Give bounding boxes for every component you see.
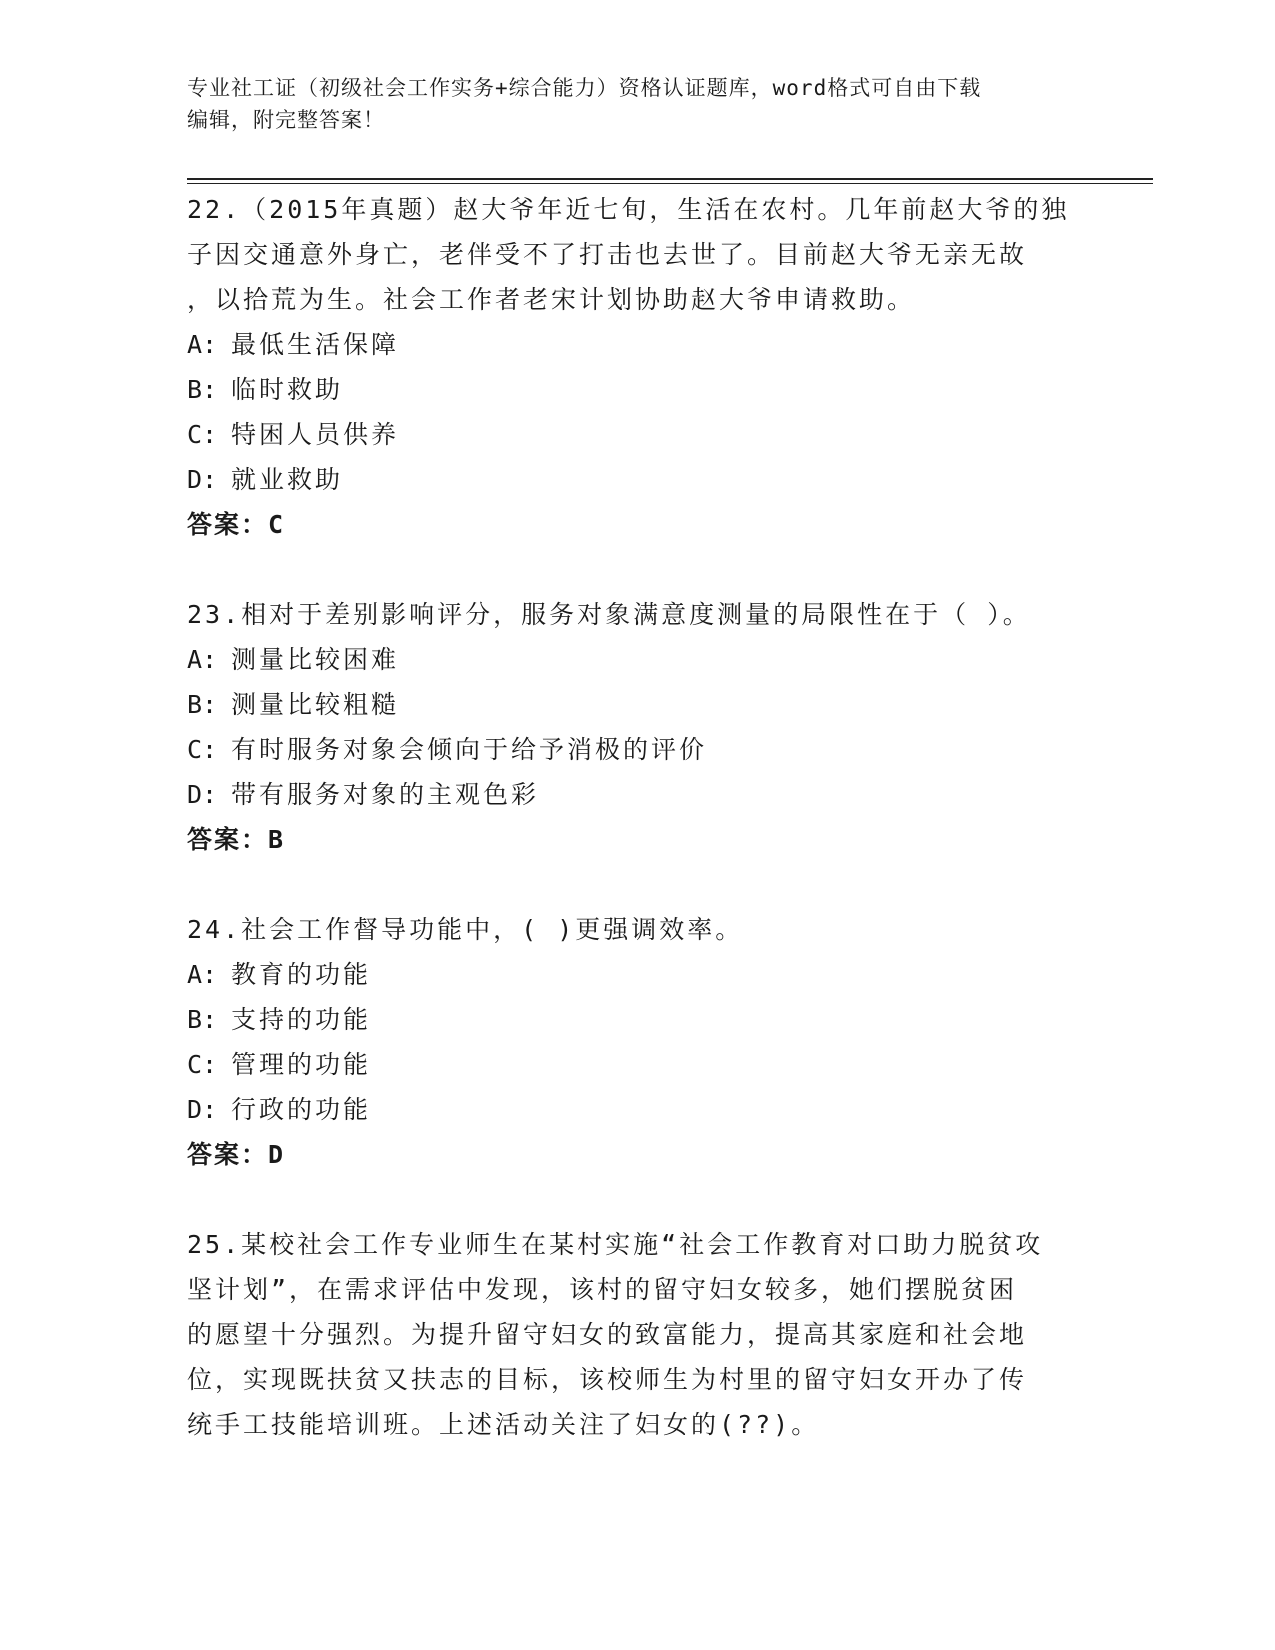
header-line-1: 专业社工证（初级社会工作实务+综合能力）资格认证题库，word格式可自由下载 bbox=[187, 76, 982, 100]
option-letter: A: bbox=[187, 960, 218, 989]
question-24 bbox=[187, 907, 1087, 1222]
option-a bbox=[187, 952, 1087, 997]
question-stem-line: 坚计划”，在需求评估中发现，该村的留守妇女较多，她们摆脱贫困 bbox=[187, 1275, 1018, 1304]
option-letter: C: bbox=[187, 1050, 218, 1079]
question-list bbox=[187, 187, 1087, 1447]
answer-line: 答案：C bbox=[187, 510, 286, 539]
question-stem-line: 的愿望十分强烈。为提升留守妇女的致富能力，提高其家庭和社会地 bbox=[187, 1320, 1028, 1349]
option-letter: A: bbox=[187, 330, 218, 359]
page-header bbox=[187, 72, 1087, 136]
option-letter: D: bbox=[187, 465, 218, 494]
option-d bbox=[187, 772, 1087, 817]
option-c bbox=[187, 412, 1087, 457]
header-divider bbox=[187, 178, 1153, 184]
question-stem-line: 子因交通意外身亡，老伴受不了打击也去世了。目前赵大爷无亲无故 bbox=[187, 240, 1028, 269]
question-spacer bbox=[187, 862, 1087, 907]
option-d bbox=[187, 457, 1087, 502]
option-a bbox=[187, 322, 1087, 367]
header-line-2: 编辑，附完整答案！ bbox=[187, 108, 385, 132]
answer-line: 答案：B bbox=[187, 825, 286, 854]
question-stem-line: 24.社会工作督导功能中，( )更强调效率。 bbox=[187, 915, 744, 944]
answer-line: 答案：D bbox=[187, 1140, 286, 1169]
option-d bbox=[187, 1087, 1087, 1132]
option-text: 最低生活保障 bbox=[231, 330, 400, 359]
option-text: 测量比较困难 bbox=[231, 645, 400, 674]
question-stem-line: 统手工技能培训班。上述活动关注了妇女的(??)。 bbox=[187, 1410, 820, 1439]
question-stem-line: 22.（2015年真题）赵大爷年近七旬，生活在农村。几年前赵大爷的独 bbox=[187, 195, 1070, 224]
question-stem-line: 25.某校社会工作专业师生在某村实施“社会工作教育对口助力脱贫攻 bbox=[187, 1230, 1044, 1259]
option-c bbox=[187, 1042, 1087, 1087]
option-letter: D: bbox=[187, 780, 218, 809]
option-text: 教育的功能 bbox=[231, 960, 372, 989]
option-b bbox=[187, 367, 1087, 412]
question-23 bbox=[187, 592, 1087, 907]
option-text: 管理的功能 bbox=[231, 1050, 372, 1079]
option-b bbox=[187, 997, 1087, 1042]
option-text: 特困人员供养 bbox=[231, 420, 400, 449]
question-spacer bbox=[187, 547, 1087, 592]
option-letter: B: bbox=[187, 690, 218, 719]
option-c bbox=[187, 727, 1087, 772]
option-a bbox=[187, 637, 1087, 682]
question-spacer bbox=[187, 1177, 1087, 1222]
option-text: 测量比较粗糙 bbox=[231, 690, 400, 719]
option-text: 有时服务对象会倾向于给予消极的评价 bbox=[231, 735, 708, 764]
option-letter: B: bbox=[187, 1005, 218, 1034]
question-22 bbox=[187, 187, 1087, 592]
option-b bbox=[187, 682, 1087, 727]
option-letter: A: bbox=[187, 645, 218, 674]
option-text: 行政的功能 bbox=[231, 1095, 372, 1124]
question-stem-line: 位，实现既扶贫又扶志的目标，该校师生为村里的留守妇女开办了传 bbox=[187, 1365, 1028, 1394]
option-text: 临时救助 bbox=[231, 375, 344, 404]
option-letter: C: bbox=[187, 735, 218, 764]
option-letter: B: bbox=[187, 375, 218, 404]
question-25 bbox=[187, 1222, 1087, 1447]
option-text: 带有服务对象的主观色彩 bbox=[231, 780, 540, 809]
option-letter: C: bbox=[187, 420, 218, 449]
question-stem-line: ，以拾荒为生。社会工作者老宋计划协助赵大爷申请救助。 bbox=[187, 285, 916, 314]
question-stem-line: 23.相对于差别影响评分，服务对象满意度测量的局限性在于（ ）。 bbox=[187, 600, 1031, 629]
option-text: 就业救助 bbox=[231, 465, 344, 494]
option-letter: D: bbox=[187, 1095, 218, 1124]
option-text: 支持的功能 bbox=[231, 1005, 372, 1034]
